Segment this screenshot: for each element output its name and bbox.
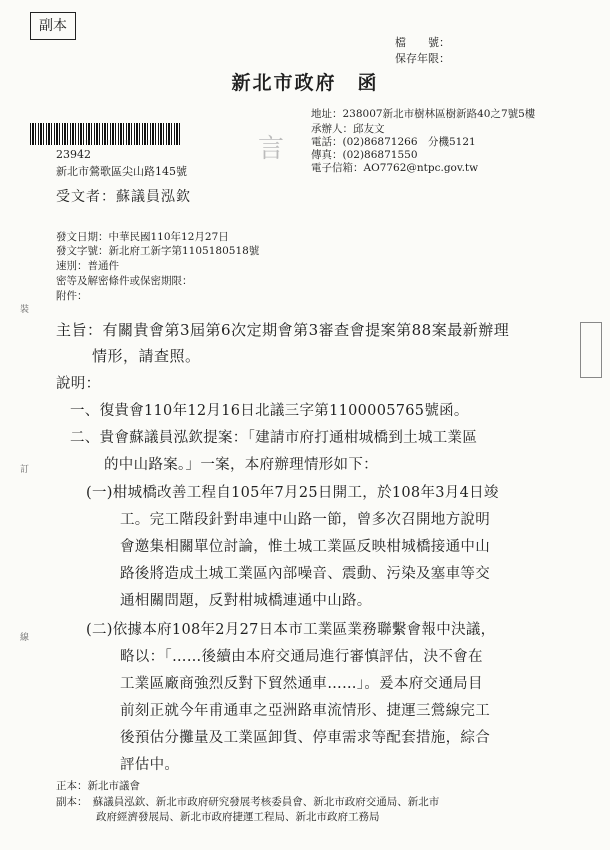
watermark-glyph: 言 bbox=[258, 134, 285, 164]
sub-item-1-line: 路後將造成土城工業區內部噪音、震動、污染及塞車等交 bbox=[120, 566, 490, 582]
issue-date: 發文日期：中華民國110年12月27日 bbox=[56, 231, 229, 243]
sub-item-2-line: 略以：「……後續由本府交通局進行審慎評估，決不會在 bbox=[120, 649, 483, 665]
sub-item-2-line: 工業區廠商強烈反對下貿然通車……」。爰本府交通局目 bbox=[120, 676, 483, 692]
delivery-speed: 速別：普通件 bbox=[56, 260, 119, 272]
explanation-heading: 說明： bbox=[56, 376, 101, 392]
sub-item-1-line: (一)柑城橋改善工程自105年7月25日開工，於108年3月4日竣 bbox=[86, 485, 499, 501]
subject-line-1: 主旨：有關貴會第3屆第6次定期會第3審查會提案第88案最新辦理 bbox=[56, 321, 510, 339]
secrecy-level: 密等及解密條件或保密期限： bbox=[56, 275, 193, 287]
sub-item-2-line: (二)依據本府108年2月27日本市工業區業務聯繫會報中決議， bbox=[86, 622, 496, 638]
cc-list-line-1: 副本： 蘇議員泓欽、新北市政府研究發展考核委員會、新北市政府交通局、新北市 bbox=[56, 796, 440, 808]
document-number: 發文字號：新北府工新字第1105180518號 bbox=[56, 245, 260, 257]
attachments: 附件： bbox=[56, 290, 88, 302]
binding-mark: 裝 bbox=[20, 305, 30, 315]
barcode bbox=[30, 123, 180, 145]
cc-list-line-2: 政府經濟發展局、新北市政府捷運工程局、新北市政府工務局 bbox=[96, 811, 380, 823]
primary-recipient: 正本：新北市議會 bbox=[56, 780, 140, 792]
sub-item-2-line: 前刻正就今年甫通車之亞洲路車流情形、捷運三鶯線完工 bbox=[120, 703, 490, 719]
sub-item-1-line: 通相關問題，反對柑城橋連通中山路。 bbox=[120, 593, 372, 609]
binding-mark: 線 bbox=[20, 633, 30, 643]
contact-phone: 電話：(02)86871266 分機5121 bbox=[311, 136, 476, 148]
contact-person: 承辦人：邱友文 bbox=[311, 123, 385, 135]
binding-mark: 訂 bbox=[20, 465, 30, 475]
recipient: 受文者：蘇議員泓欽 bbox=[56, 189, 191, 205]
copy-stamp bbox=[30, 12, 76, 40]
subject-line-2: 情形，請查照。 bbox=[92, 347, 201, 365]
sub-item-1-line: 工。完工階段針對串連中山路一節，曾多次召開地方說明 bbox=[120, 512, 490, 528]
copy-label: 副本 bbox=[39, 18, 67, 34]
subject bbox=[56, 317, 556, 369]
file-number-label: 檔 號： bbox=[395, 36, 450, 49]
sub-item-2-line: 評估中。 bbox=[120, 757, 180, 773]
document-title: 新北市政府 函 bbox=[231, 72, 379, 94]
explanation-item-2-line-2: 的中山路案。」一案，本府辦理情形如下： bbox=[104, 457, 378, 473]
side-stamp bbox=[580, 322, 602, 378]
explanation-item-2-line-1: 二、貴會蘇議員泓欽提案：「建請市府打通柑城橋到土城工業區 bbox=[70, 430, 478, 446]
sub-item-1-line: 會邀集相關單位討論，惟土城工業區反映柑城橋接通中山 bbox=[120, 539, 490, 555]
explanation-item-1: 一、復貴會110年12月16日北議三字第1100005765號函。 bbox=[70, 403, 469, 419]
contact-address: 地址：238007新北市樹林區樹新路40之7號5樓 bbox=[311, 108, 536, 120]
contact-email: 電子信箱：AO7762@ntpc.gov.tw bbox=[311, 162, 479, 174]
contact-fax: 傳真：(02)86871550 bbox=[311, 149, 418, 161]
mailing-postcode: 23942 bbox=[56, 148, 91, 161]
retention-label: 保存年限： bbox=[395, 52, 450, 65]
sub-item-2-line: 後預估分攤量及工業區卸貨、停車需求等配套措施，綜合 bbox=[120, 730, 490, 746]
mailing-address: 新北市鶯歌區尖山路145號 bbox=[56, 165, 187, 178]
